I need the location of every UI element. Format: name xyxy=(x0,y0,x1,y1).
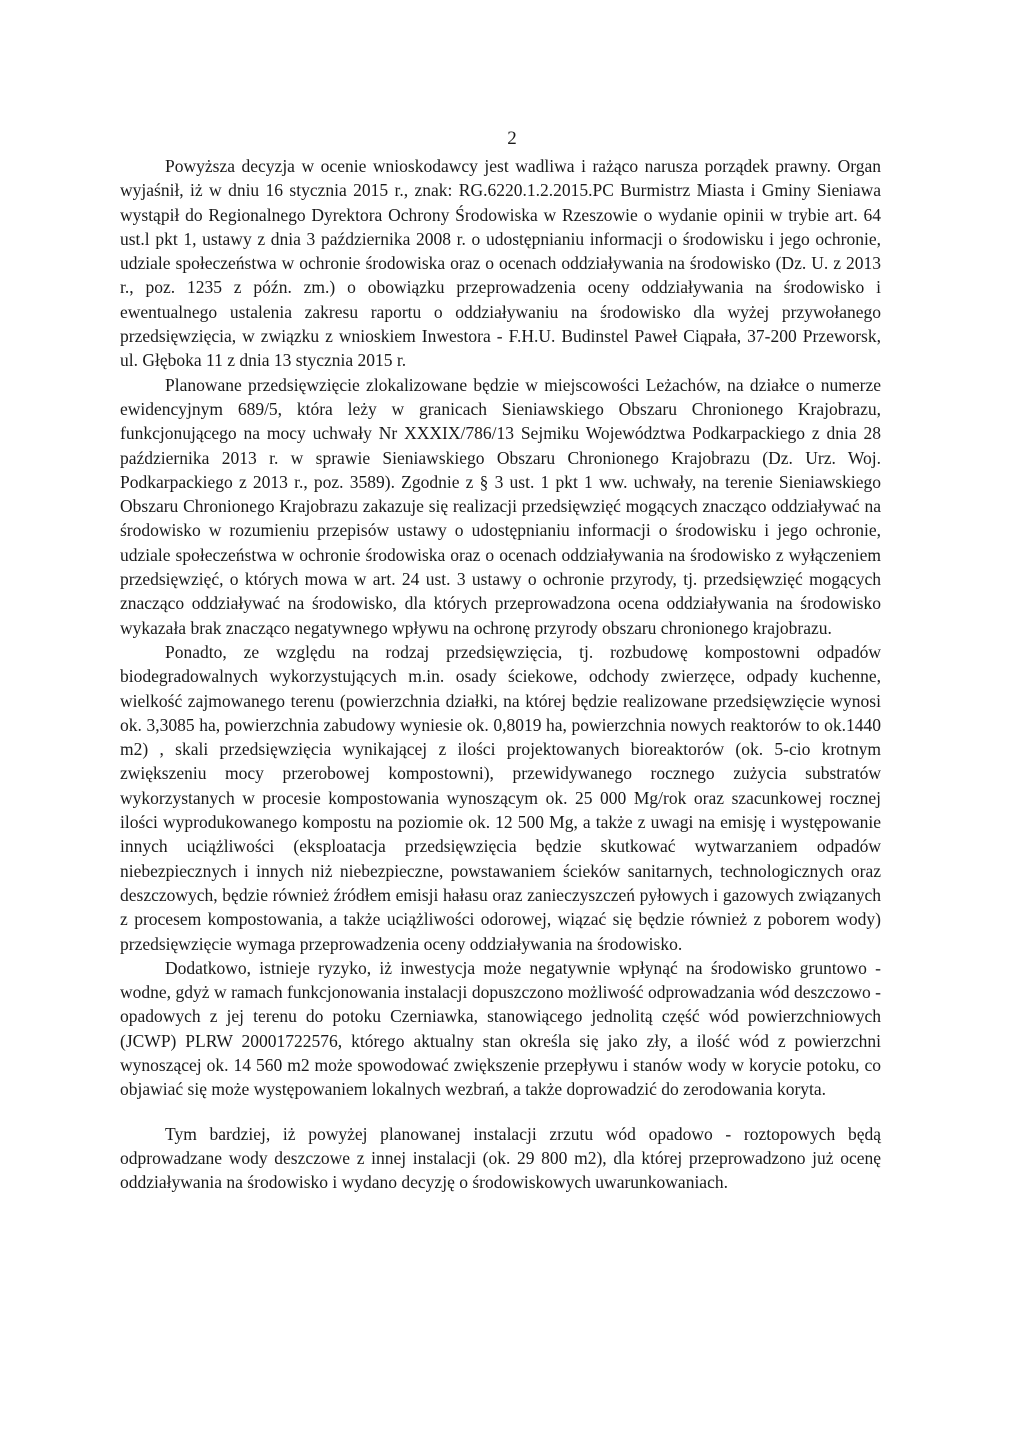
paragraph-additional-discharge: Tym bardziej, iż powyżej planowanej instalacji zrzutu wód opadowo - roztopowych będą odprowadzane wody deszczowe z innej instalacji (ok. 29 800 m2), dla której przeprowadzono już ocenę oddziaływania na środowisko i wydano decyzję o środowiskowych uwarunkowaniach. xyxy=(120,1123,881,1193)
paragraph-project-scale: Ponadto, ze względu na rodzaj przedsięwzięcia, tj. rozbudowę kompostowni odpadów biodegradowalnych wykorzystujących m.in. osady ściekowe, odchody zwierzęce, odpady kuchenne, wielkość zajmowanego terenu (powierzchnia działki, na której będzie realizowane przedsięwzięcie wynosi ok. 3,3085 ha, powierzchnia zabudowy wyniesie ok. 0,8019 ha, powierzchnia nowych reaktorów to ok.1440 m2) , skali przedsięwzięcia wynikającej z ilości projektowanych bioreaktorów (ok. 5-cio krotnym zwiększeniu mocy przerobowej kompostowni), przewidywanego rocznego zużycia substratów wykorzystanych w procesie kompostowania wynoszącym ok. 25 000 Mg/rok oraz szacunkowej rocznej ilości wyprodukowanego kompostu na poziomie ok. 12 500 Mg, a także z uwagi na emisję i występowanie innych uciążliwości (eksploatacja przedsięwzięcia będzie skutkować wytwarzaniem odpadów niebezpiecznych i innych niż niebezpieczne, powstawaniem ścieków sanitarnych, technologicznych oraz deszczowych, będzie również źródłem emisji hałasu oraz zanieczyszczeń pyłowych i gazowych związanych z procesem kompostowania, a także uciążliwości odorowej, wiązać się będzie również z poborem wody) przedsięwzięcie wymaga przeprowadzenia oceny oddziaływania na środowisko. xyxy=(120,641,881,954)
page-number: 2 xyxy=(507,128,517,149)
paragraph-project-location: Planowane przedsięwzięcie zlokalizowane będzie w miejscowości Leżachów, na działce o numerze ewidencyjnym 689/5, która leży w granicach Sieniawskiego Obszaru Chronionego Krajobrazu, funkcjonującego na mocy uchwały Nr XXXIX/786/13 Sejmiku Województwa Podkarpackiego z dnia 28 października 2013 r. w sprawie Sieniawskiego Obszaru Chronionego Krajobrazu (Dz. Urz. Woj. Podkarpackiego z 2013 r., poz. 3589). Zgodnie z § 3 ust. 1 pkt 1 ww. uchwały, na terenie Sieniawskiego Obszaru Chronionego Krajobrazu zakazuje się realizacji przedsięwzięć mogących znacząco oddziaływać na środowisko w rozumieniu przepisów ustawy o udostępnianiu informacji o środowisku i jego ochronie, udziale społeczeństwa w ochronie środowiska oraz o ocenach oddziaływania na środowisko z wyłączeniem przedsięwzięć, o których mowa w art. 24 ust. 3 ustawy o ochronie przyrody, tj. przedsięwzięć mogących znacząco oddziaływać na środowisko, dla których przeprowadzona ocena oddziaływania na środowisko wykazała brak znacząco negatywnego wpływu na ochronę przyrody obszaru chronionego krajobrazu. xyxy=(120,374,881,638)
paragraph-decision-objection: Powyższa decyzja w ocenie wnioskodawcy jest wadliwa i rażąco narusza porządek prawny. Organ wyjaśnił, iż w dniu 16 stycznia 2015 r., znak: RG.6220.1.2.2015.PC Burmistrz Miasta i Gminy Sieniawa wystąpił do Regionalnego Dyrektora Ochrony Środowiska w Rzeszowie o wydanie opinii w trybie art. 64 ust.l pkt 1, ustawy z dnia 3 października 2008 r. o udostępnianiu informacji o środowisku i jego ochronie, udziale społeczeństwa w ochronie środowiska oraz o ocenach oddziaływania na środowisko (Dz. U. z 2013 r., poz. 1235 z późn. zm.) o obowiązku przeprowadzenia oceny oddziaływania na środowisko i ewentualnego ustalenia zakresu raportu o oddziaływaniu na środowisko dla wyżej przywołanego przedsięwzięcia, w związku z wnioskiem Inwestora - F.H.U. Budinstel Paweł Ciąpała, 37-200 Przeworsk, ul. Głęboka 11 z dnia 13 stycznia 2015 r. xyxy=(120,156,881,371)
document-body xyxy=(120,154,881,1194)
paragraph-water-risk: Dodatkowo, istnieje ryzyko, iż inwestycja może negatywnie wpłynąć na środowisko gruntowo - wodne, gdyż w ramach funkcjonowania instalacji dopuszczono możliwość odprowadzania wód deszczowo - opadowych z jej terenu do potoku Czerniawka, stanowiącego jednolitą część wód powierzchniowych (JCWP) PLRW 20001722576, którego aktualny stan określa się jako zły, a ilość wód z powierzchni wynoszącej ok. 14 560 m2 może spowodować zwiększenie przepływu i stanów wody w korycie potoku, co objawiać się może występowaniem lokalnych wezbrań, a także doprowadzić do zerodowania koryta. xyxy=(120,957,881,1100)
